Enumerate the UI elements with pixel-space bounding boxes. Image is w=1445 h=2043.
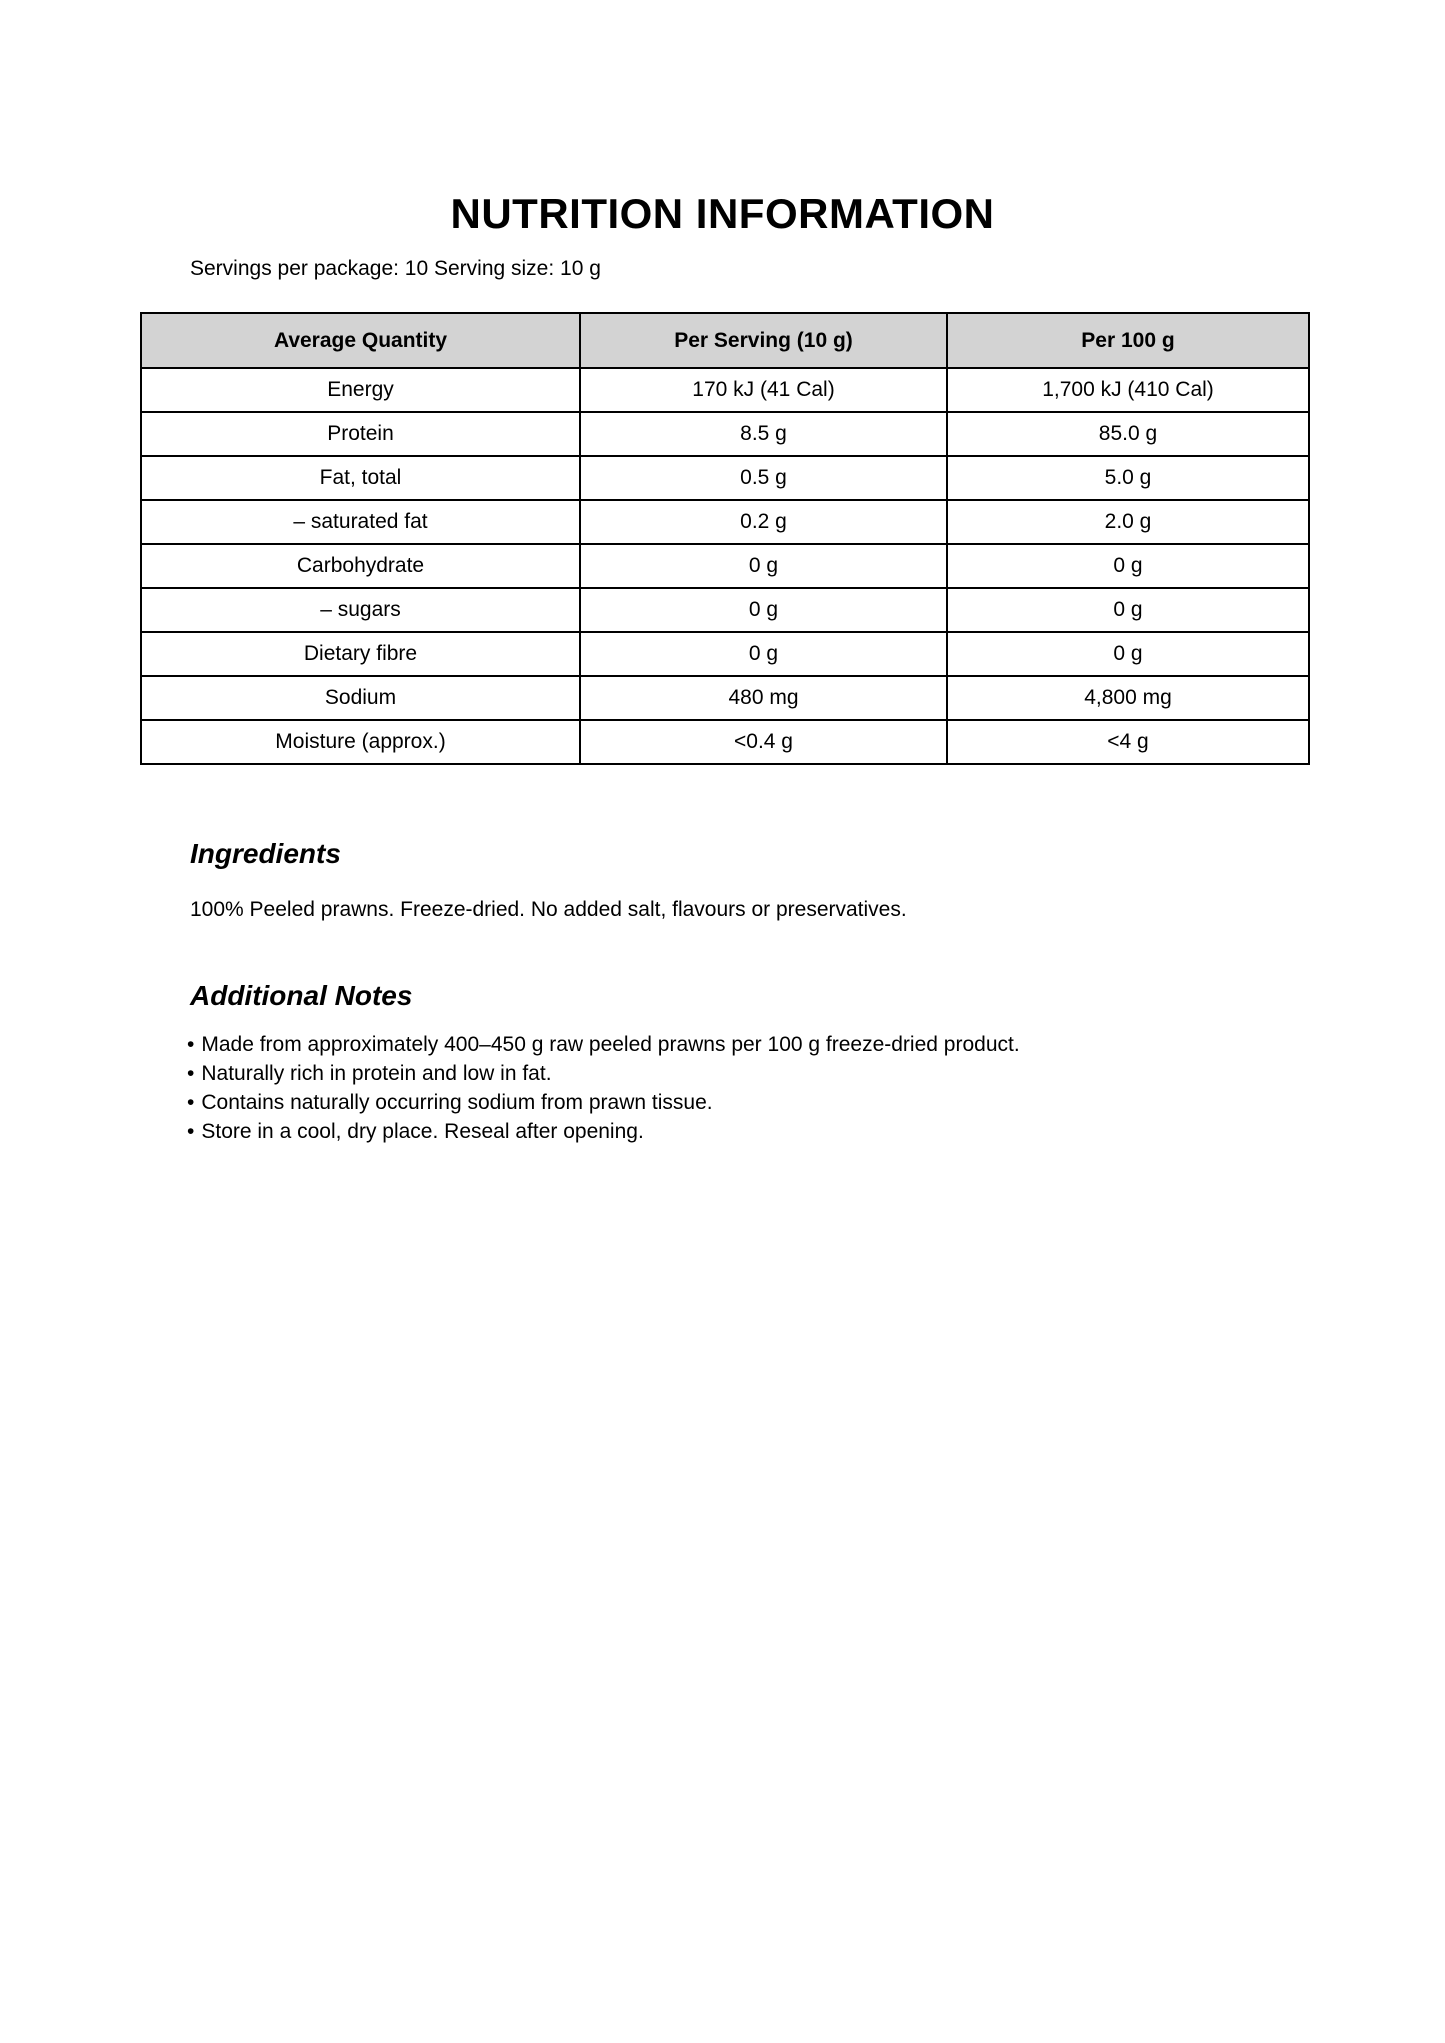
note-text: Naturally rich in protein and low in fat. [201, 1062, 552, 1085]
nutrient-name: Fat, total [141, 456, 580, 500]
nutrient-name: Energy [141, 368, 580, 412]
note-bullet-line [187, 1117, 1020, 1146]
col-header-average-quantity: Average Quantity [141, 313, 580, 368]
per-100g-value: 0 g [947, 632, 1309, 676]
table-row [141, 676, 1309, 720]
additional-notes-heading: Additional Notes [190, 980, 413, 1011]
per-serving-value: 8.5 g [580, 412, 947, 456]
note-bullet-line [187, 1030, 1020, 1059]
per-serving-value: 0.5 g [580, 456, 947, 500]
table-row [141, 412, 1309, 456]
table-row [141, 368, 1309, 412]
additional-notes-list [187, 1030, 1020, 1146]
table-header-row [141, 313, 1309, 368]
per-serving-value: 0.2 g [580, 500, 947, 544]
table-row [141, 588, 1309, 632]
col-header-per-serving: Per Serving (10 g) [580, 313, 947, 368]
table-row [141, 720, 1309, 764]
per-serving-value: 0 g [580, 588, 947, 632]
per-100g-value: 0 g [947, 544, 1309, 588]
per-100g-value: 5.0 g [947, 456, 1309, 500]
nutrient-name: – sugars [141, 588, 580, 632]
bullet-icon: • [187, 1062, 195, 1085]
nutrient-name: Moisture (approx.) [141, 720, 580, 764]
table-row [141, 632, 1309, 676]
per-serving-value: 0 g [580, 632, 947, 676]
ingredients-heading: Ingredients [190, 838, 341, 869]
per-100g-value: <4 g [947, 720, 1309, 764]
note-text: Store in a cool, dry place. Reseal after opening. [201, 1120, 644, 1143]
nutrient-name: Dietary fibre [141, 632, 580, 676]
nutrient-name: Protein [141, 412, 580, 456]
note-bullet-line [187, 1059, 1020, 1088]
table-row [141, 500, 1309, 544]
bullet-icon: • [187, 1033, 195, 1056]
bullet-icon: • [187, 1091, 195, 1114]
bullet-icon: • [187, 1120, 195, 1143]
per-100g-value: 4,800 mg [947, 676, 1309, 720]
nutrient-name: – saturated fat [141, 500, 580, 544]
note-bullet-line [187, 1088, 1020, 1117]
nutrient-name: Sodium [141, 676, 580, 720]
per-serving-value: 170 kJ (41 Cal) [580, 368, 947, 412]
per-serving-value: 0 g [580, 544, 947, 588]
page-title: NUTRITION INFORMATION [450, 190, 995, 237]
per-100g-value: 0 g [947, 588, 1309, 632]
note-text: Contains naturally occurring sodium from prawn tissue. [201, 1091, 713, 1114]
per-100g-value: 2.0 g [947, 500, 1309, 544]
nutrient-name: Carbohydrate [141, 544, 580, 588]
per-100g-value: 85.0 g [947, 412, 1309, 456]
per-serving-value: 480 mg [580, 676, 947, 720]
ingredients-body: 100% Peeled prawns. Freeze-dried. No added salt, flavours or preservatives. [190, 898, 907, 921]
table-row [141, 544, 1309, 588]
servings-line: Servings per package: 10 Serving size: 10 g [190, 257, 601, 280]
table-row [141, 456, 1309, 500]
nutrition-table [140, 312, 1310, 765]
col-header-per-100g: Per 100 g [947, 313, 1309, 368]
per-100g-value: 1,700 kJ (410 Cal) [947, 368, 1309, 412]
per-serving-value: <0.4 g [580, 720, 947, 764]
note-text: Made from approximately 400–450 g raw peeled prawns per 100 g freeze-dried product. [201, 1033, 1020, 1056]
